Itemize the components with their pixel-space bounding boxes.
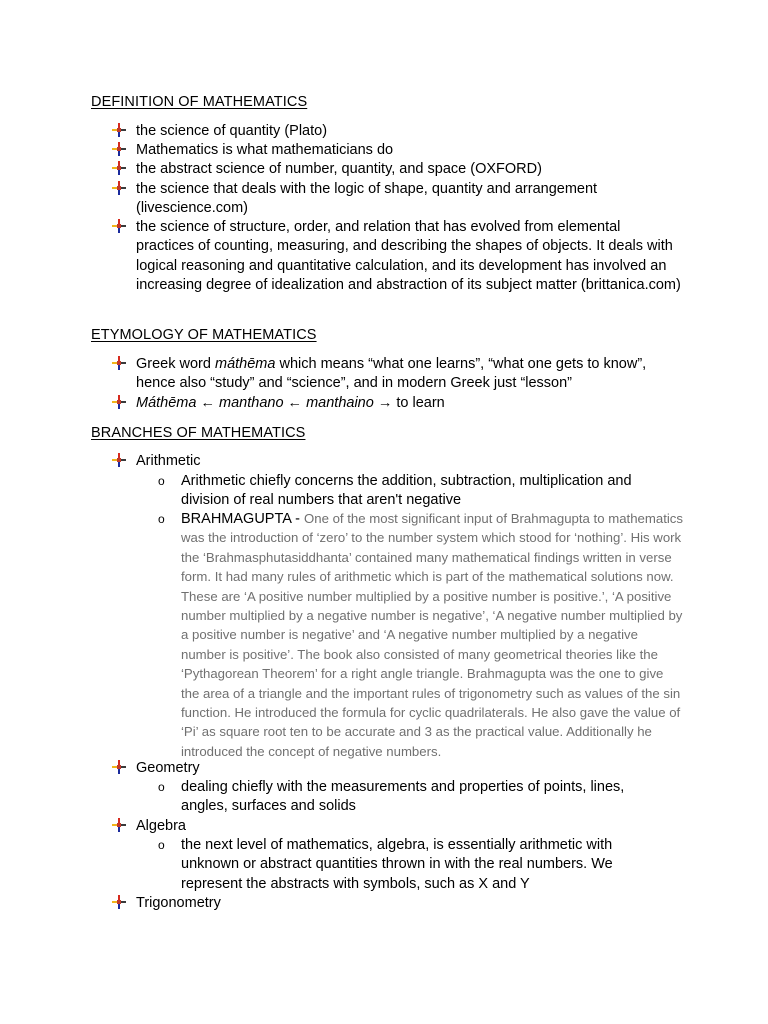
- etymology-text: [136, 355, 672, 394]
- etymology-chain: [136, 394, 712, 413]
- cross-bullet-icon: [112, 895, 126, 909]
- definition-item: [112, 218, 682, 296]
- etymology-meaning: → to learn: [373, 395, 445, 411]
- definition-text: the abstract science of number, quantity, and space (OXFORD): [136, 161, 542, 177]
- branch-label: Geometry: [136, 760, 200, 776]
- term-manthano: manthano: [219, 395, 284, 411]
- definition-item: [112, 141, 712, 160]
- term-manthaino: manthaino: [306, 395, 374, 411]
- definition-text: the science that deals with the logic of shape, quantity and arrangement (livescience.com): [136, 181, 598, 217]
- cross-bullet-icon: [112, 142, 126, 156]
- cross-bullet-icon: [112, 161, 126, 175]
- branch-label: Arithmetic: [136, 453, 201, 469]
- branch-item-arithmetic: [112, 452, 712, 471]
- sub-bullet-marker: o: [158, 838, 165, 852]
- geometry-subitem: [158, 778, 658, 817]
- term-mathema: Máthēma: [136, 395, 197, 411]
- etymology-item: [112, 394, 712, 413]
- brahmagupta-paragraph: [181, 510, 683, 762]
- definition-text: the science of structure, order, and relation that has evolved from elemental practices of counting, measuring, and describing the shapes of objects. It deals with logical reasoning and quantitative calculation, and its development has involved an increasing degree of idealization and abstraction of its subject matter (brittanica.com): [136, 219, 681, 294]
- cross-bullet-icon: [112, 219, 126, 233]
- arithmetic-subitem: [158, 472, 658, 511]
- brahmagupta-subitem: [158, 510, 683, 762]
- sub-bullet-marker: o: [158, 780, 165, 794]
- etymology-suffix: which means “what one learns”, “what one gets to know”, hence also “study” and “science”, and in modern Greek just “lesson”: [136, 356, 647, 392]
- cross-bullet-icon: [112, 356, 126, 370]
- definition-item: [112, 122, 712, 141]
- etymology-heading: ETYMOLOGY OF MATHEMATICS: [91, 327, 317, 343]
- etymology-prefix: Greek word: [136, 356, 215, 372]
- sub-bullet-marker: o: [158, 512, 165, 526]
- definition-heading: DEFINITION OF MATHEMATICS: [91, 94, 308, 110]
- cross-bullet-icon: [112, 453, 126, 467]
- algebra-subitem: [158, 836, 648, 894]
- etymology-item: [112, 355, 672, 394]
- arithmetic-description: Arithmetic chiefly concerns the addition, subtraction, multiplication and division of real numbers that aren't negative: [181, 473, 632, 509]
- brahmagupta-title: BRAHMAGUPTA -: [181, 511, 304, 527]
- greek-term: máthēma: [214, 356, 276, 372]
- definition-item: [112, 180, 624, 219]
- definition-text: Mathematics is what mathematicians do: [136, 142, 394, 158]
- algebra-description: the next level of mathematics, algebra, is essentially arithmetic with unknown or abstract quantities thrown in with the real numbers. We represent the abstracts with symbols, such as X and Y: [181, 837, 613, 892]
- cross-bullet-icon: [112, 818, 126, 832]
- branch-label: Trigonometry: [136, 895, 221, 911]
- sub-bullet-marker: o: [158, 474, 165, 488]
- brahmagupta-body: One of the most significant input of Brahmagupta to mathematics was the introduction of ‘zero’ to the number system which stood for ‘nothing’. His work the ‘Brahmasphutasiddhanta’ contained many mathematical findings written in verse form. It had many rules of arithmetic which is part of the mathematical solutions now. These are ‘A positive number multiplied by a positive number is positive.’, ‘A positive number multiplied by a negative number is negative’, ‘A negative number multiplied by a positive number is negative’ and ‘A negative number multiplied by a negative number is positive’. The book also consisted of many geometrical theories like the ‘Pythagorean Theorem’ for a right angle triangle. Brahmagupta was the one to give the area of a triangle and the important rules of trigonometry such as values of the sin function. He introduced the formula for cyclic quadrilaterals. He also gave the value of ‘Pi’ as square root ten to be accurate and 3 as the practical value. Additionally he introduced the concept of negative numbers.: [181, 511, 683, 759]
- cross-bullet-icon: [112, 123, 126, 137]
- cross-bullet-icon: [112, 181, 126, 195]
- arrow: ←: [283, 395, 307, 411]
- arrow: ←: [196, 395, 220, 411]
- geometry-description: dealing chiefly with the measurements and properties of points, lines, angles, surfaces and solids: [181, 779, 625, 815]
- cross-bullet-icon: [112, 395, 126, 409]
- branch-item-trigonometry: [112, 894, 712, 913]
- definition-text: the science of quantity (Plato): [136, 123, 328, 139]
- branch-item-algebra: [112, 817, 712, 836]
- definition-item: [112, 160, 712, 179]
- cross-bullet-icon: [112, 760, 126, 774]
- branches-heading: BRANCHES OF MATHEMATICS: [91, 425, 306, 441]
- branch-label: Algebra: [136, 818, 186, 834]
- branch-item-geometry: [112, 759, 712, 778]
